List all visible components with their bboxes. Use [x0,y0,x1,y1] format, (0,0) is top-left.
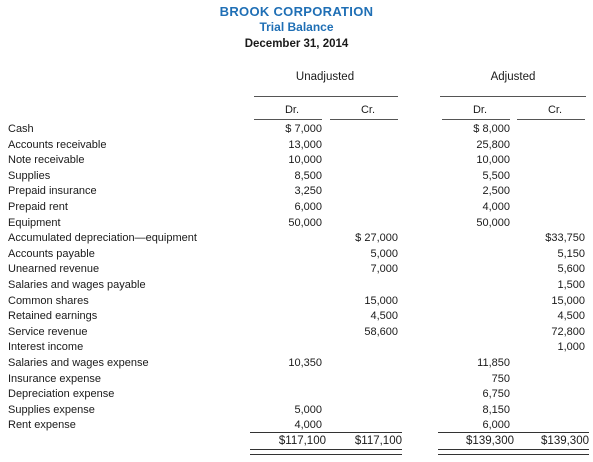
total-unadjusted-cr: $117,100 [354,435,402,447]
unadjusted-dr-cell: 6,000 [294,201,322,213]
table-row [0,231,593,247]
table-row [0,403,593,419]
unadjusted-cr-cell: 4,500 [370,310,398,323]
table-row [0,184,593,200]
unadjusted-cr-cell: $ 27,000 [355,232,398,245]
unadjusted-dr-header: Dr. [284,104,300,116]
account-name-cell: Accounts receivable [8,138,107,151]
total-rule-ac [513,432,589,433]
account-name-cell: Common shares [8,294,89,307]
account-name-cell: Service revenue [8,325,88,338]
adjusted-dr-cell: 6,750 [482,388,510,401]
adjusted-dr-rule [442,119,510,120]
adjusted-dr-cell: 4,000 [482,201,510,213]
total-adjusted-dr: $139,300 [466,435,514,447]
table-row [0,169,593,185]
adjusted-dr-cell: 2,500 [482,185,510,198]
account-name-cell: Accumulated depreciation—equipment [8,232,197,245]
account-name-cell: Supplies expense [8,403,95,416]
unadjusted-group-header: Unadjusted [295,71,355,83]
adjusted-group-rule [440,96,586,97]
account-name-cell: Rent expense [8,419,76,432]
unadjusted-group-rule [254,96,398,97]
total-double-rule-ac [513,449,589,455]
account-name-cell: Interest income [8,341,84,354]
table-row [0,356,593,372]
table-row [0,262,593,278]
total-rule-uc [326,432,402,433]
adjusted-cr-rule [517,119,585,120]
company-name: BROOK CORPORATION [219,4,374,19]
table-row [0,340,593,356]
table-row [0,247,593,263]
total-rule-ad [438,432,514,433]
adjusted-cr-cell: 4,500 [557,310,585,323]
account-name-cell: Insurance expense [8,372,101,385]
table-row [0,294,593,310]
adjusted-cr-header: Cr. [547,104,563,116]
adjusted-cr-cell: 5,150 [557,247,585,260]
adjusted-dr-cell: 25,800 [476,138,510,151]
table-row [0,387,593,403]
table-row [0,278,593,294]
account-name-cell: Salaries and wages payable [8,279,146,291]
table-row [0,122,593,138]
table-row [0,325,593,341]
account-name-cell: Unearned revenue [8,263,100,276]
unadjusted-dr-cell: 13,000 [288,138,322,151]
account-name-cell: Prepaid insurance [8,185,97,198]
total-rule-ud [250,432,326,433]
unadjusted-cr-header: Cr. [360,104,376,116]
account-name-cell: Note receivable [8,154,85,167]
adjusted-dr-cell: 11,850 [477,357,510,369]
account-name-cell: Depreciation expense [8,388,115,401]
total-unadjusted-dr: $117,100 [278,435,326,447]
total-double-rule-ud [250,449,326,455]
total-double-rule-uc [326,449,402,455]
account-name-cell: Supplies [8,169,51,182]
account-name-cell: Equipment [8,216,61,229]
unadjusted-dr-cell: 5,000 [294,403,322,416]
unadjusted-cr-cell: 5,000 [370,247,398,260]
table-row [0,153,593,169]
adjusted-dr-cell: 8,150 [482,403,510,416]
unadjusted-cr-cell: 15,000 [364,294,398,307]
unadjusted-dr-cell: 4,000 [294,419,322,432]
account-name-cell: Accounts payable [8,247,95,260]
adjusted-cr-cell: 1,000 [557,341,585,354]
account-name-cell: Prepaid rent [8,201,68,213]
total-adjusted-cr: $139,300 [541,435,589,447]
unadjusted-dr-cell: 3,250 [294,185,322,198]
unadjusted-dr-cell: $ 7,000 [285,123,322,135]
adjusted-cr-cell: 72,800 [551,325,585,338]
adjusted-dr-header: Dr. [472,104,488,116]
table-row [0,372,593,388]
unadjusted-dr-rule [254,119,322,120]
account-name-cell: Retained earnings [8,310,98,323]
adjusted-cr-cell: $33,750 [545,232,585,245]
adjusted-group-header: Adjusted [490,71,536,83]
total-double-rule-ad [438,449,514,455]
adjusted-dr-cell: 50,000 [476,216,510,229]
adjusted-dr-cell: 10,000 [476,154,510,167]
unadjusted-dr-cell: 10,350 [288,357,322,369]
adjusted-cr-cell: 5,600 [557,263,585,276]
adjusted-dr-cell: $ 8,000 [473,123,510,135]
account-name-cell: Salaries and wages expense [8,357,149,369]
adjusted-cr-cell: 15,000 [551,294,585,307]
unadjusted-cr-cell: 7,000 [370,263,398,276]
table-row [0,309,593,325]
unadjusted-dr-cell: 10,000 [288,154,322,167]
unadjusted-cr-cell: 58,600 [364,325,398,338]
statement-date: December 31, 2014 [244,38,349,50]
adjusted-dr-cell: 5,500 [482,169,510,182]
table-row [0,138,593,154]
unadjusted-dr-cell: 50,000 [288,216,322,229]
unadjusted-dr-cell: 8,500 [294,169,322,182]
adjusted-cr-cell: 1,500 [557,279,585,291]
table-row [0,200,593,216]
unadjusted-cr-rule [330,119,398,120]
adjusted-dr-cell: 750 [491,372,510,385]
statement-title: Trial Balance [259,20,334,34]
adjusted-dr-cell: 6,000 [482,419,510,432]
account-name-cell: Cash [8,123,34,135]
table-row [0,216,593,232]
